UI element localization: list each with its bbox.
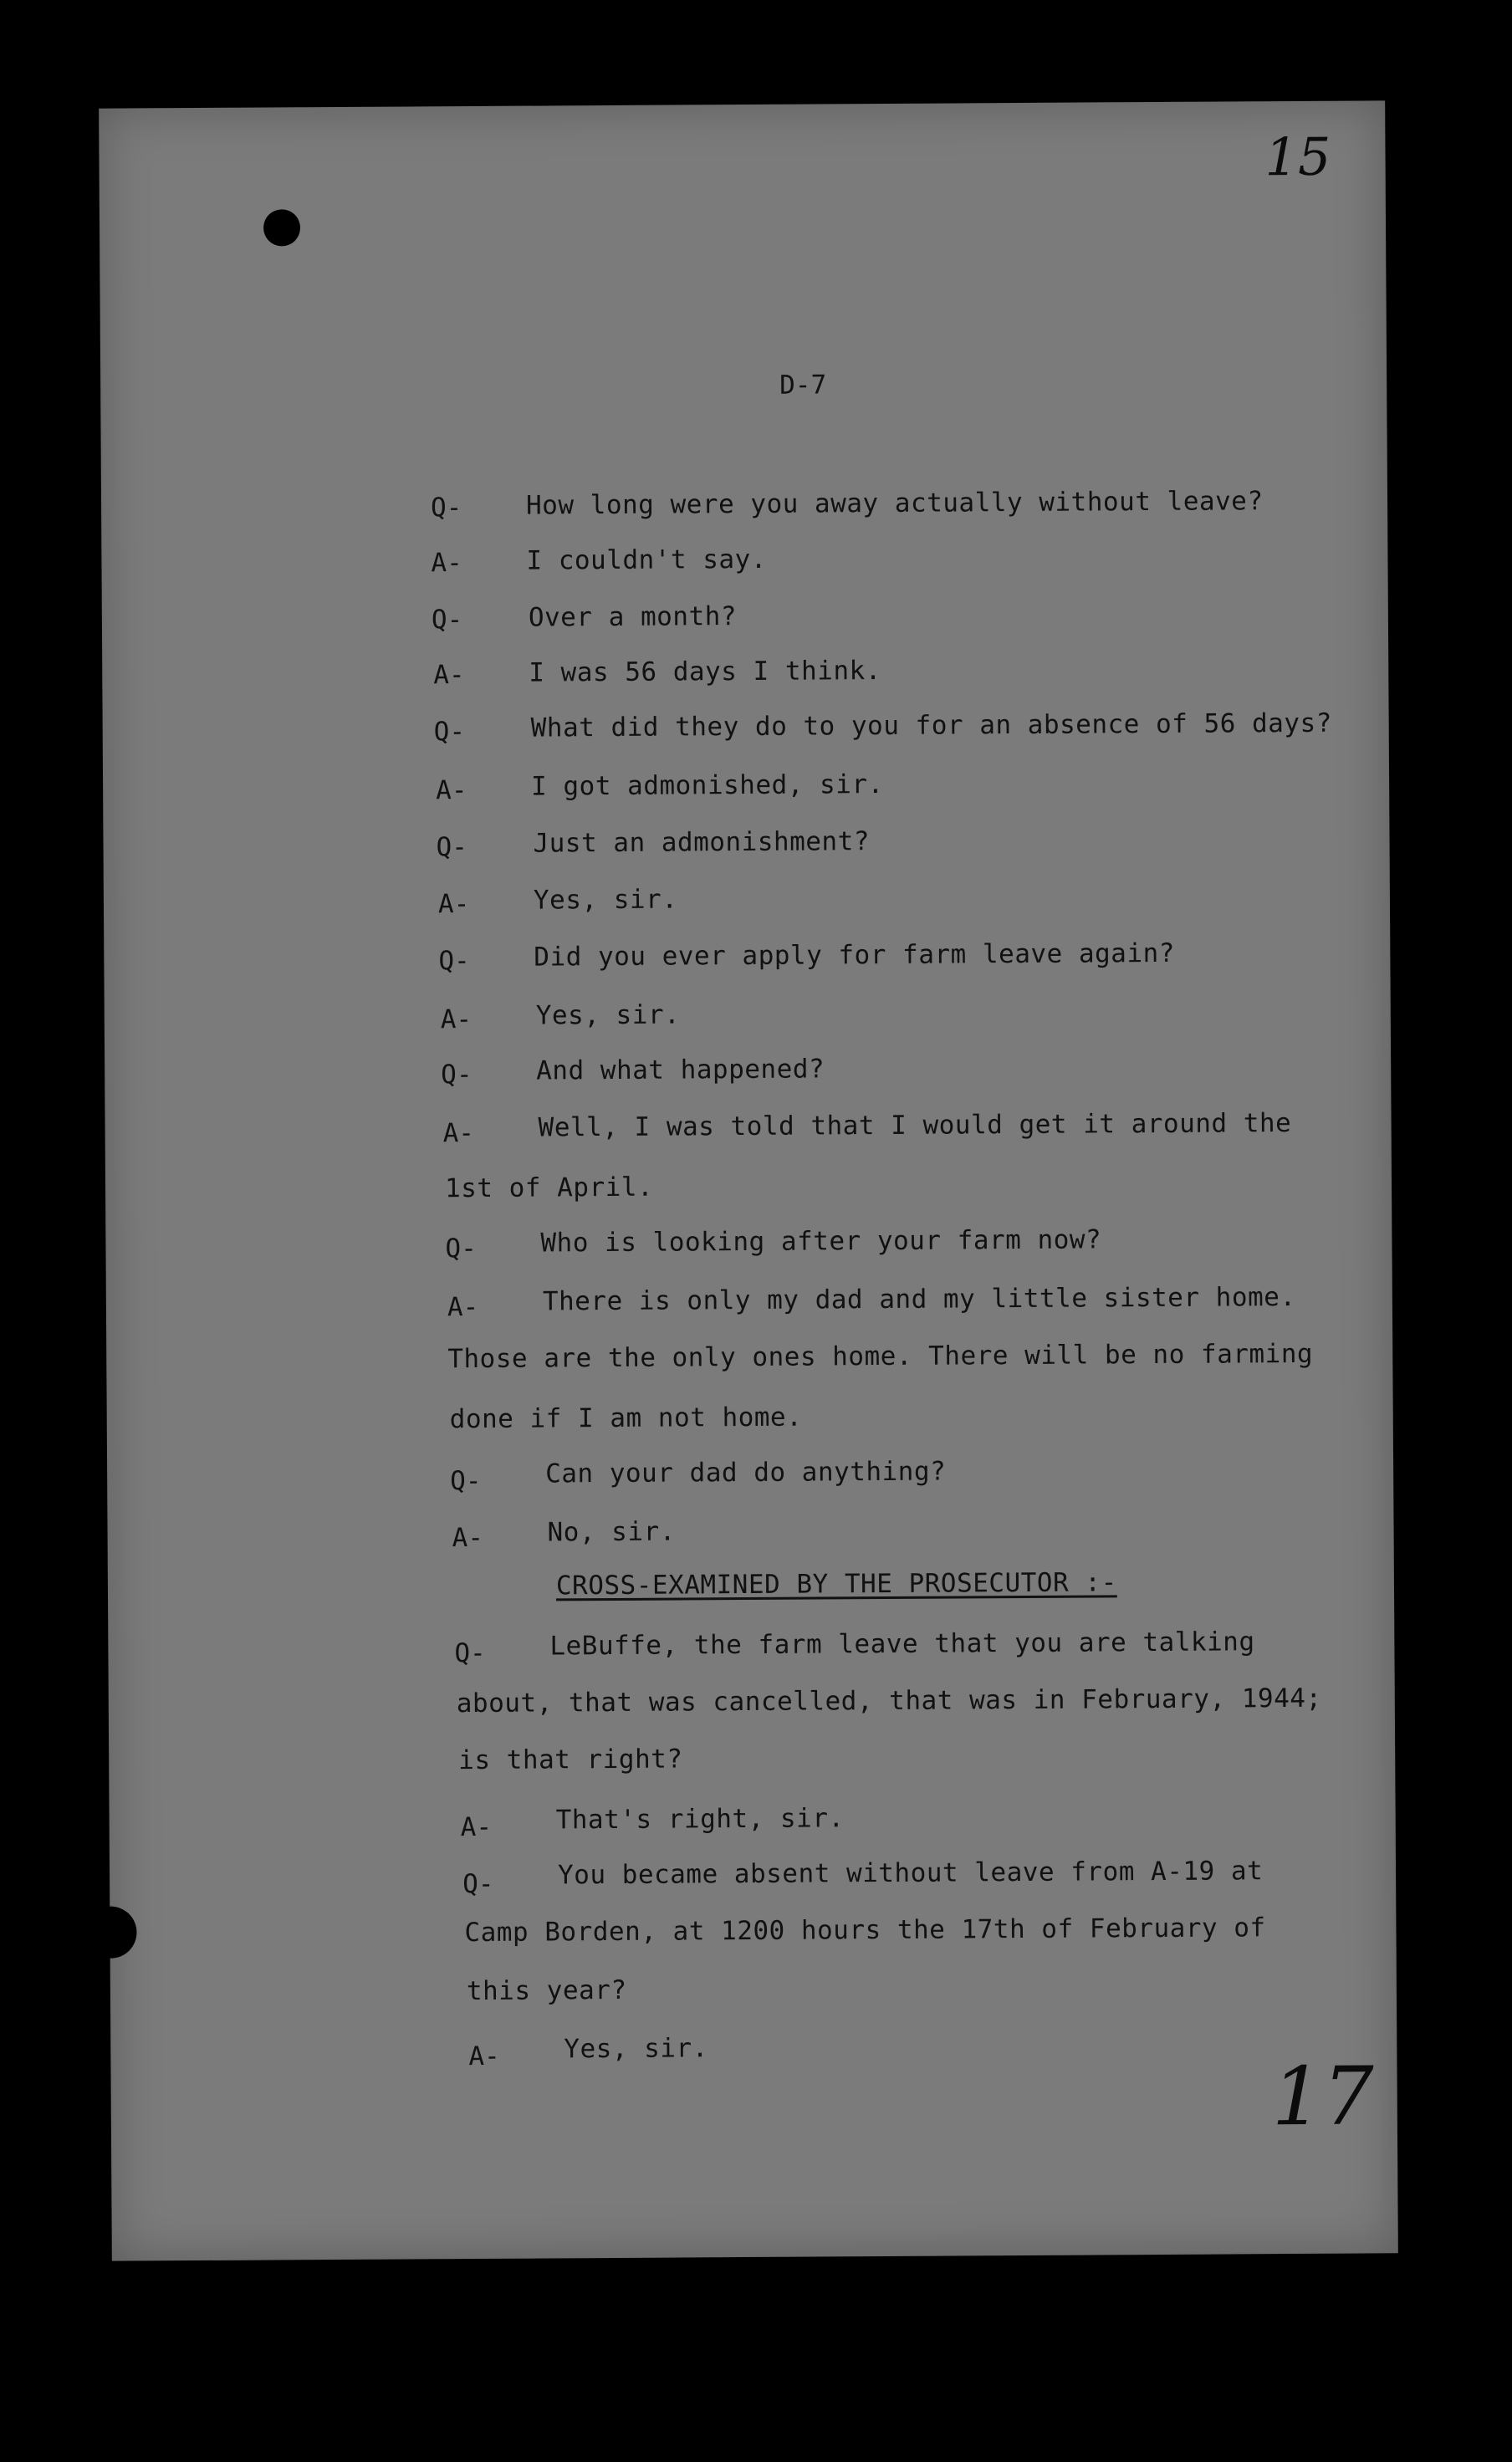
corner-handwritten-mark: 15 (1264, 125, 1331, 188)
testimony-line: I was 56 days I think. (529, 656, 881, 688)
speaker-label: Q- (450, 1465, 482, 1497)
speaker-label: A- (442, 1118, 475, 1149)
testimony-line: There is only my dad and my little sister home. (542, 1282, 1296, 1317)
punch-hole-top (263, 209, 300, 246)
testimony-line: Those are the only ones home. There will be no farming (447, 1338, 1314, 1375)
speaker-label: Q- (454, 1637, 486, 1669)
speaker-label: A- (452, 1522, 484, 1554)
testimony-line: this year? (466, 1974, 627, 2007)
testimony-line: done if I am not home. (449, 1402, 803, 1435)
speaker-label: Q- (431, 605, 463, 636)
speaker-label: Q- (436, 832, 467, 863)
speaker-label: Q- (445, 1233, 477, 1264)
section-heading: CROSS-EXAMINED BY THE PROSECUTOR :- (555, 1567, 1117, 1601)
testimony-line: No, sir. (547, 1516, 676, 1548)
testimony-line: How long were you away actually without leave? (525, 486, 1264, 521)
document-page (99, 100, 1398, 2260)
speaker-label: A- (440, 1004, 472, 1035)
speaker-label: A- (437, 889, 470, 920)
speaker-label: A- (431, 548, 462, 579)
page-number: D-7 (779, 370, 827, 401)
testimony-line: Camp Borden, at 1200 hours the 17th of February of (464, 1913, 1266, 1949)
speaker-label: Q- (438, 946, 470, 977)
testimony-line: That's right, sir. (555, 1803, 845, 1836)
speaker-label: A- (468, 2041, 500, 2072)
testimony-line: I got admonished, sir. (531, 769, 884, 802)
testimony-line: I couldn't say. (526, 544, 768, 576)
speaker-label: Q- (433, 717, 466, 748)
speaker-label: A- (436, 775, 467, 806)
speaker-label: A- (447, 1291, 479, 1323)
testimony-line: What did they do to you for an absence of 56 days? (530, 707, 1332, 743)
speaker-label: A- (433, 660, 465, 691)
testimony-line: Well, I was told that I would get it around the (538, 1108, 1292, 1143)
testimony-line: Who is looking after your farm now? (540, 1224, 1102, 1259)
testimony-line: Just an admonishment? (533, 826, 871, 859)
speaker-label: A- (460, 1811, 493, 1843)
testimony-line: 1st of April. (444, 1172, 654, 1204)
testimony-line: You became absent without leave from A-19 at (557, 1856, 1264, 1891)
testimony-line: Yes, sir. (535, 999, 681, 1031)
testimony-line: Can your dad do anything? (545, 1456, 947, 1489)
testimony-line: And what happened? (536, 1054, 825, 1086)
testimony-line: about, that was cancelled, that was in February, 1944; (456, 1683, 1322, 1719)
testimony-line: LeBuffe, the farm leave that you are talking (549, 1627, 1255, 1662)
testimony-line: Did you ever apply for farm leave again? (534, 937, 1176, 973)
punch-hole-left (84, 1906, 136, 1958)
speaker-label: Q- (430, 493, 462, 524)
testimony-line: Over a month? (528, 601, 738, 633)
testimony-line: Yes, sir. (564, 2033, 708, 2065)
testimony-line: Yes, sir. (533, 884, 678, 916)
bottom-handwritten-mark: 17 (1271, 2049, 1375, 2144)
speaker-label: Q- (462, 1868, 494, 1900)
testimony-line: is that right? (458, 1744, 683, 1776)
speaker-label: Q- (441, 1060, 472, 1091)
